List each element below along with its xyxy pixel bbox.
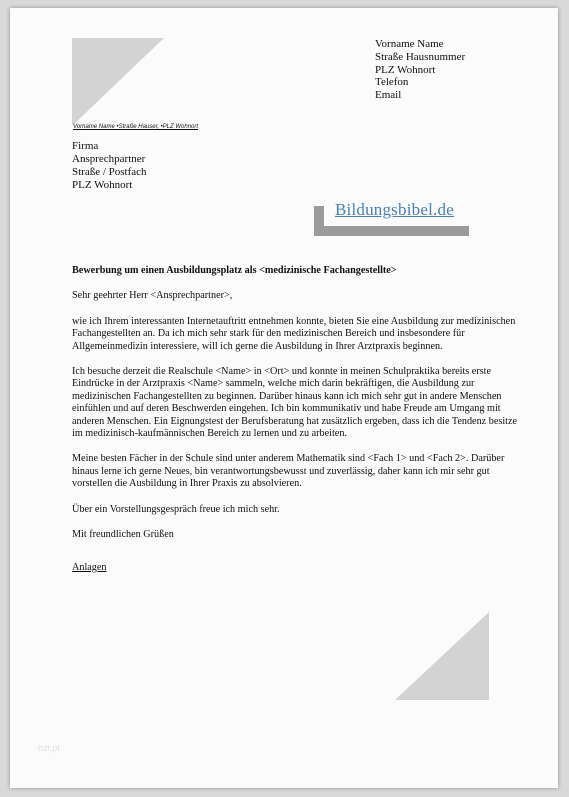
paragraph: Ich besuche derzeit die Realschule <Name> in <Ort> und konnte in meinen Schulpraktika bereits erste Eindrücke in der Arztpraxis <Name> sammeln, welche mich darin bekräftigen, die Ausbildung zur medizinischen Fachangestellten zu beginnen. Darüber hinaus kann ich mich sehr gut in andere Menschen einfühlen und auf deren Beschwerden eingehen. Ich bin kommunikativ und habe Freude am Umgang mit anderen Menschen. Ein Eignungstest der Berufsberatung hat zusätzlich ergeben, dass ich die Tendenz besitze im medizinisch-kaufmännischen Bereich zu lernen und zu arbeiten.: [72, 366, 518, 440]
letter-page: [10, 8, 558, 788]
sender-name: Vorname Name: [375, 38, 444, 50]
paragraph: Über ein Vorstellungsgespräch freue ich mich sehr.: [72, 503, 280, 515]
recipient-contact: Ansprechpartner: [72, 153, 146, 165]
sender-address: [375, 38, 465, 102]
letter-body: [72, 265, 522, 587]
sender-phone: Telefon: [375, 76, 409, 89]
closing: Mit freundlichen Grüßen: [72, 529, 174, 541]
watermark: bzt.pt: [38, 743, 61, 753]
logo-link[interactable]: Bildungsbibel.de: [335, 200, 454, 219]
recipient-company: Firma: [72, 140, 99, 152]
sender-street: Straße Hausnummer: [375, 50, 466, 63]
recipient-street: Straße / Postfach: [72, 166, 147, 178]
paragraph: wie ich Ihrem interessanten Internetauftritt entnehmen konnte, bieten Sie eine Ausbildung zur medizinischen Fachangestellten an. Da ich mich sehr stark für den medizinischen Bereich und insbesondere für Allgemeinmedizin interessiere, will ich gerne die Ausbildung in Ihrer Arztpraxis beginnen.: [72, 315, 516, 352]
attachments-label: Anlagen: [72, 561, 107, 573]
sender-email: Email: [375, 89, 402, 102]
letter-subject: Bewerbung um einen Ausbildungsplatz als <medizinische Fachangestellte>: [72, 265, 397, 276]
top-left-triangle-graphic: [72, 38, 164, 126]
recipient-address: [72, 140, 147, 192]
bottom-right-triangle-graphic: [395, 612, 489, 700]
recipient-city: PLZ Wohnort: [72, 179, 133, 191]
sender-return-line: Vorname Name •Straße Hauser, •PLZ Wohnort: [73, 124, 199, 130]
sender-city: PLZ Wohnort: [375, 63, 436, 76]
paragraph: Meine besten Fächer in der Schule sind unter anderem Mathematik sind <Fach 1> und <Fach 2>. Darüber hinaus lerne ich gerne Neues, bin verantwortungsbewusst und zuverlässig, daher kann ich mir sehr gut vorstellen die Ausbildung in Ihrer Praxis zu absolvieren.: [72, 453, 505, 490]
salutation: Sehr geehrter Herr <Ansprechpartner>,: [72, 290, 233, 302]
